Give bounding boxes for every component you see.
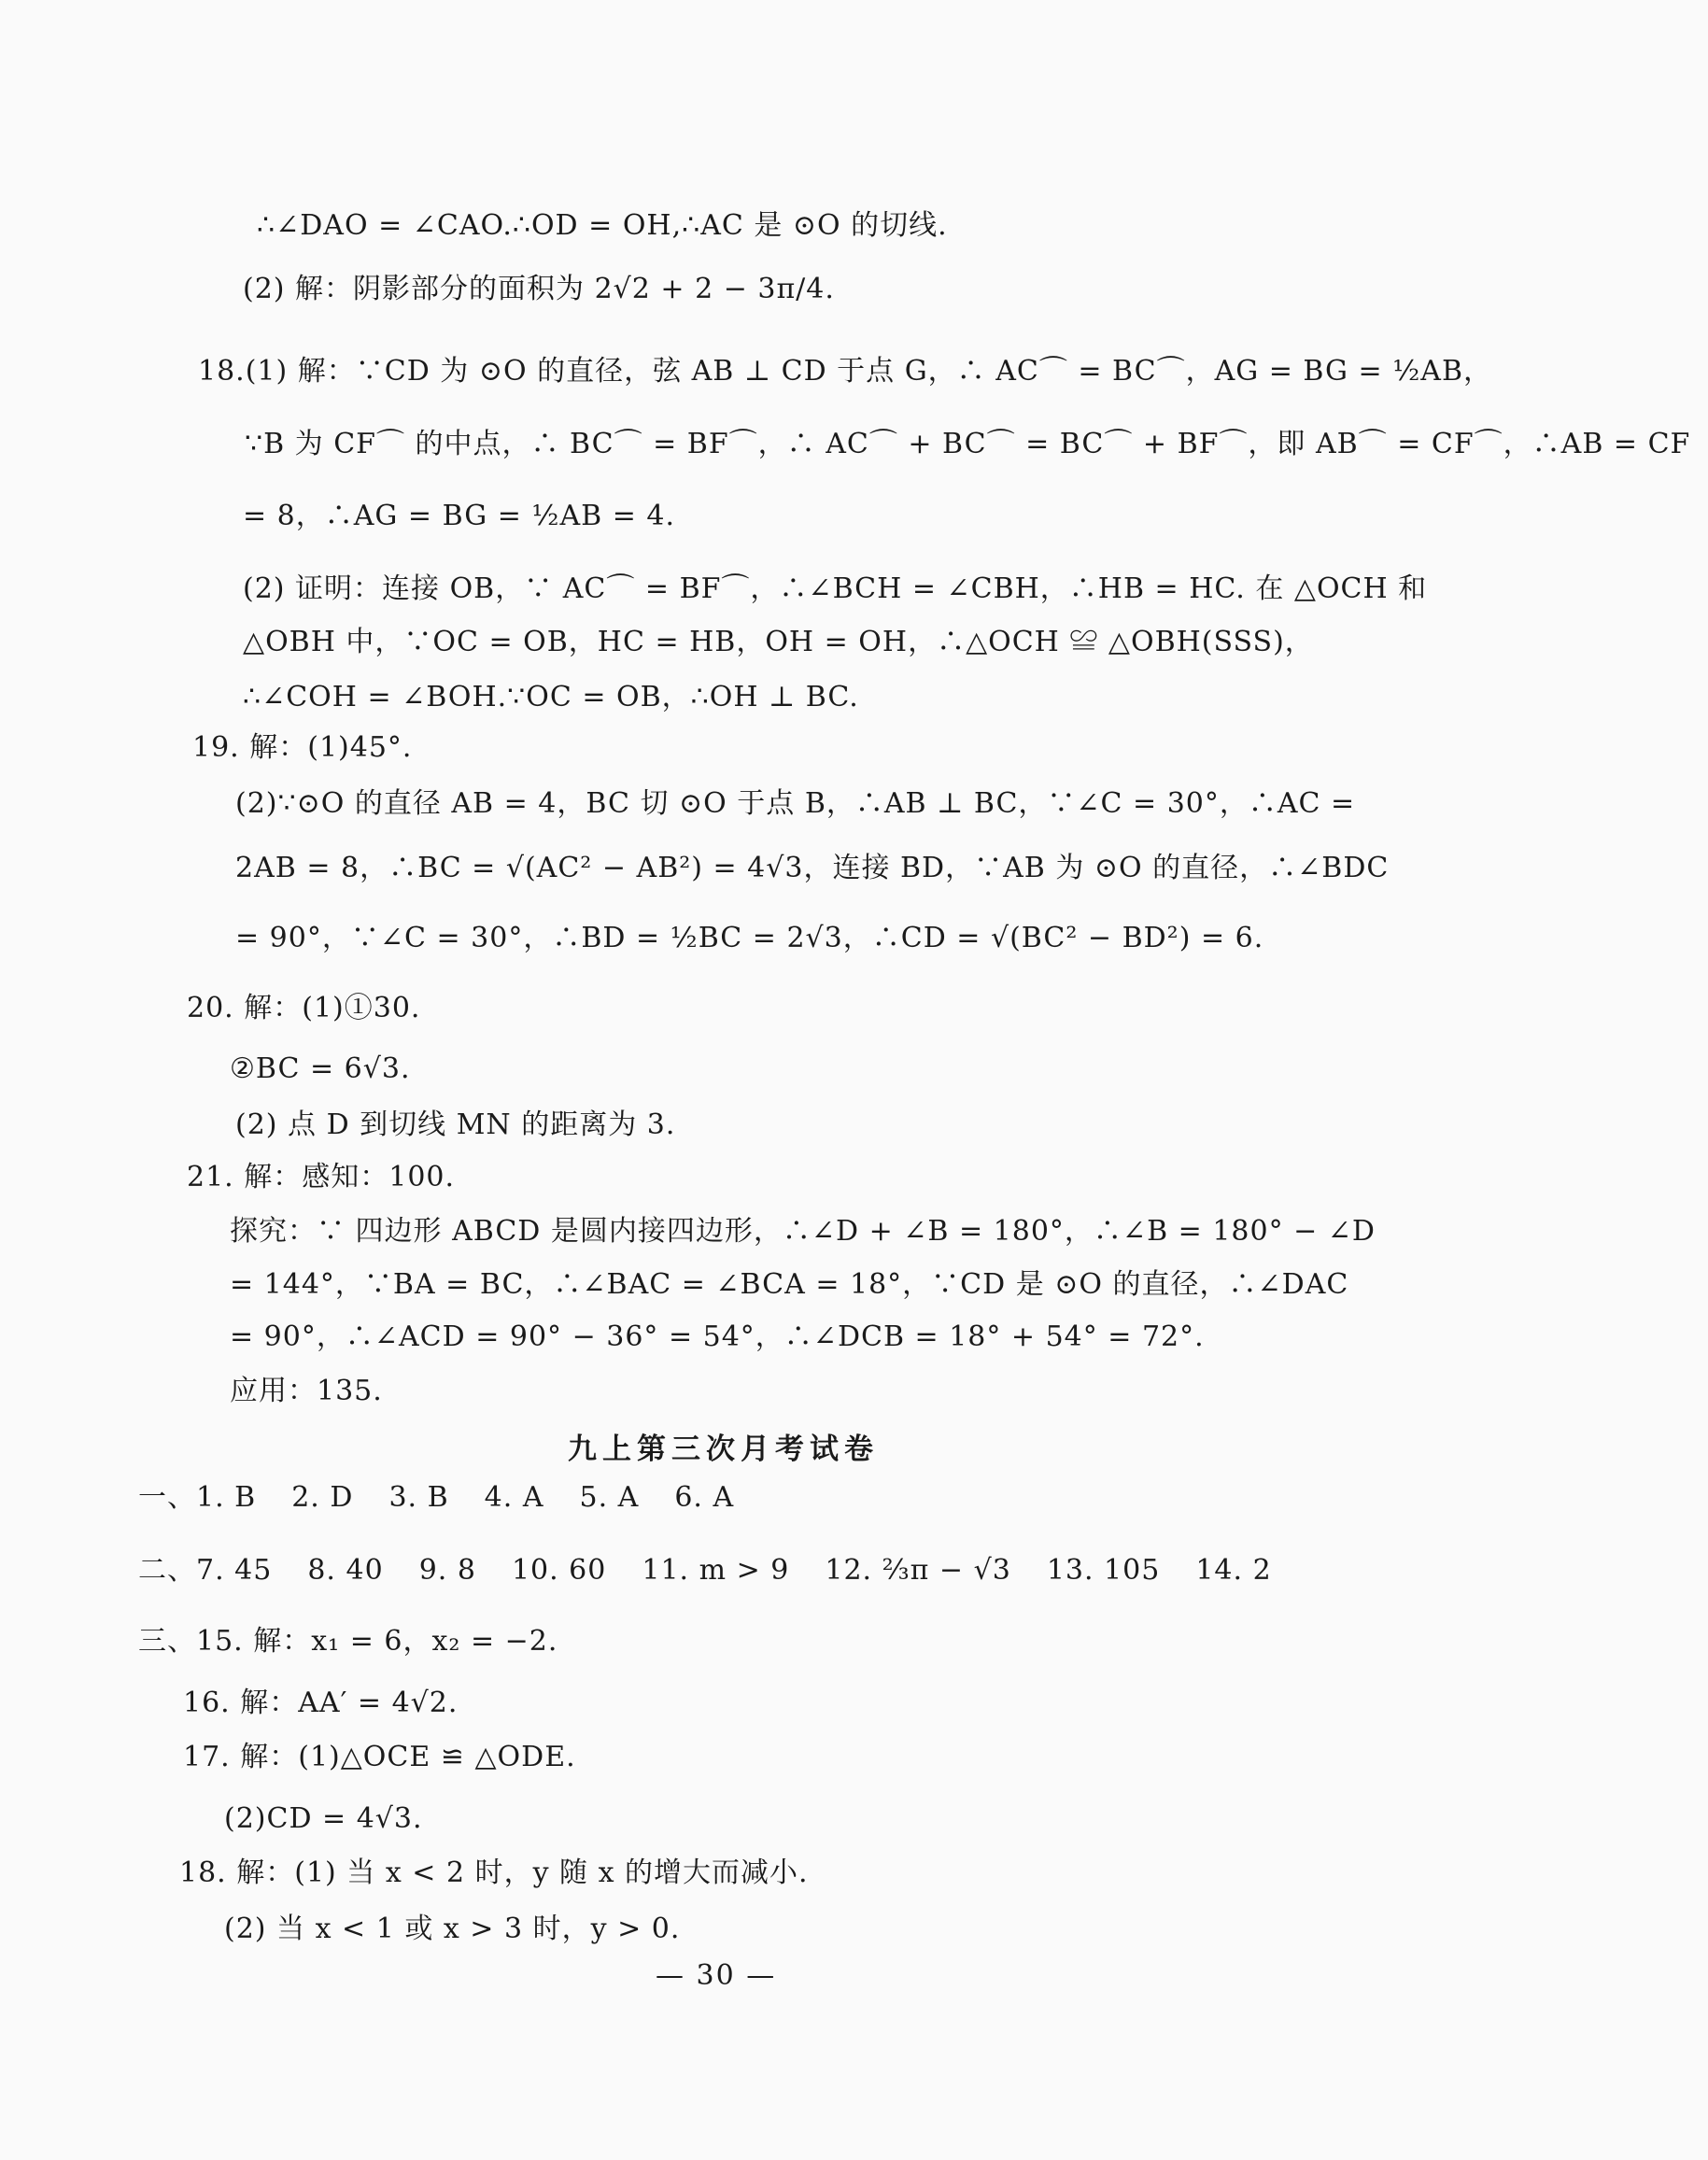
section-title: 九上第三次月考试卷 — [568, 1433, 879, 1466]
answer-line: (2)CD = 4√3. — [224, 1802, 423, 1835]
fill-item: 14. 2 — [1195, 1554, 1272, 1587]
answer-line: 18. 解：(1) 当 x < 2 时，y 随 x 的增大而减小. — [179, 1856, 809, 1889]
answer-line: (2) 当 x < 1 或 x > 3 时，y > 0. — [224, 1913, 681, 1945]
text-line: 2AB = 8，∴BC = √(AC² − AB²) = 4√3，连接 BD，∵AB 为 ⊙O 的直径，∴∠BDC — [235, 852, 1390, 884]
text-line: 探究：∵ 四边形 ABCD 是圆内接四边形，∴∠D + ∠B = 180°，∴∠B = 180° − ∠D — [230, 1215, 1376, 1248]
mcq-answers — [138, 1479, 734, 1517]
text-line: = 8，∴AG = BG = ½AB = 4. — [243, 500, 675, 532]
text-line: (2) 证明：连接 OB，∵ AC⌒ = BF⌒，∴∠BCH = ∠CBH，∴HB = HC. 在 △OCH 和 — [243, 572, 1428, 605]
text-line: (2) 点 D 到切线 MN 的距离为 3. — [235, 1108, 676, 1141]
answer-line: 三、15. 解：x₁ = 6，x₂ = −2. — [138, 1625, 558, 1658]
fill-prefix: 二、 — [138, 1554, 196, 1587]
page-number: — 30 — — [656, 1959, 777, 1992]
fill-item: 11. m > 9 — [642, 1554, 790, 1587]
answer-line: 16. 解：AA′ = 4√2. — [183, 1687, 459, 1719]
mcq-item: 3. B — [388, 1481, 449, 1514]
answer-line: 17. 解：(1)△OCE ≌ △ODE. — [183, 1741, 576, 1773]
text-line: 21. 解：感知：100. — [187, 1161, 456, 1193]
fill-item: 12. ⅔π − √3 — [825, 1554, 1011, 1587]
fill-item: 7. 45 — [196, 1554, 273, 1587]
text-line: = 144°，∵BA = BC，∴∠BAC = ∠BCA = 18°，∵CD 是 ⊙O 的直径，∴∠DAC — [230, 1268, 1349, 1301]
text-line: ②BC = 6√3. — [230, 1052, 411, 1085]
text-line: (2) 解：阴影部分的面积为 2√2 + 2 − 3π/4. — [243, 273, 835, 305]
text-line: ∵B 为 CF⌒ 的中点，∴ BC⌒ = BF⌒，∴ AC⌒ + BC⌒ = BC⌒ + BF⌒，即 AB⌒ = CF⌒，∴AB = CF — [245, 428, 1691, 460]
mcq-item: 4. A — [484, 1481, 544, 1514]
text-line: 20. 解：(1)①30. — [187, 992, 421, 1024]
text-line: (2)∵⊙O 的直径 AB = 4，BC 切 ⊙O 于点 B，∴AB ⊥ BC，∵∠C = 30°，∴AC = — [235, 787, 1356, 820]
fill-answers — [138, 1552, 1272, 1589]
text-line: 19. 解：(1)45°. — [192, 731, 413, 764]
mcq-item: 5. A — [579, 1481, 640, 1514]
fill-item: 10. 60 — [511, 1554, 607, 1587]
mcq-prefix: 一、 — [138, 1481, 196, 1514]
text-line: 应用：135. — [230, 1375, 383, 1407]
mcq-item: 1. B — [196, 1481, 257, 1514]
fill-item: 13. 105 — [1046, 1554, 1161, 1587]
text-line: = 90°，∴∠ACD = 90° − 36° = 54°，∴∠DCB = 18° + 54° = 72°. — [230, 1320, 1205, 1353]
text-line: 18.(1) 解：∵CD 为 ⊙O 的直径，弦 AB ⊥ CD 于点 G，∴ AC⌒ = BC⌒，AG = BG = ½AB， — [198, 355, 1492, 388]
fill-item: 8. 40 — [307, 1554, 384, 1587]
text-line: = 90°，∵∠C = 30°，∴BD = ½BC = 2√3，∴CD = √(BC² − BD²) = 6. — [235, 922, 1264, 954]
text-line: △OBH 中，∵OC = OB，HC = HB，OH = OH，∴△OCH ≌ △OBH(SSS)， — [243, 626, 1314, 658]
mcq-item: 6. A — [674, 1481, 735, 1514]
text-line: ∴∠DAO = ∠CAO.∴OD = OH,∴AC 是 ⊙O 的切线. — [257, 209, 948, 242]
fill-item: 9. 8 — [418, 1554, 476, 1587]
mcq-item: 2. D — [291, 1481, 354, 1514]
text-line: ∴∠COH = ∠BOH.∵OC = OB，∴OH ⊥ BC. — [243, 681, 859, 713]
